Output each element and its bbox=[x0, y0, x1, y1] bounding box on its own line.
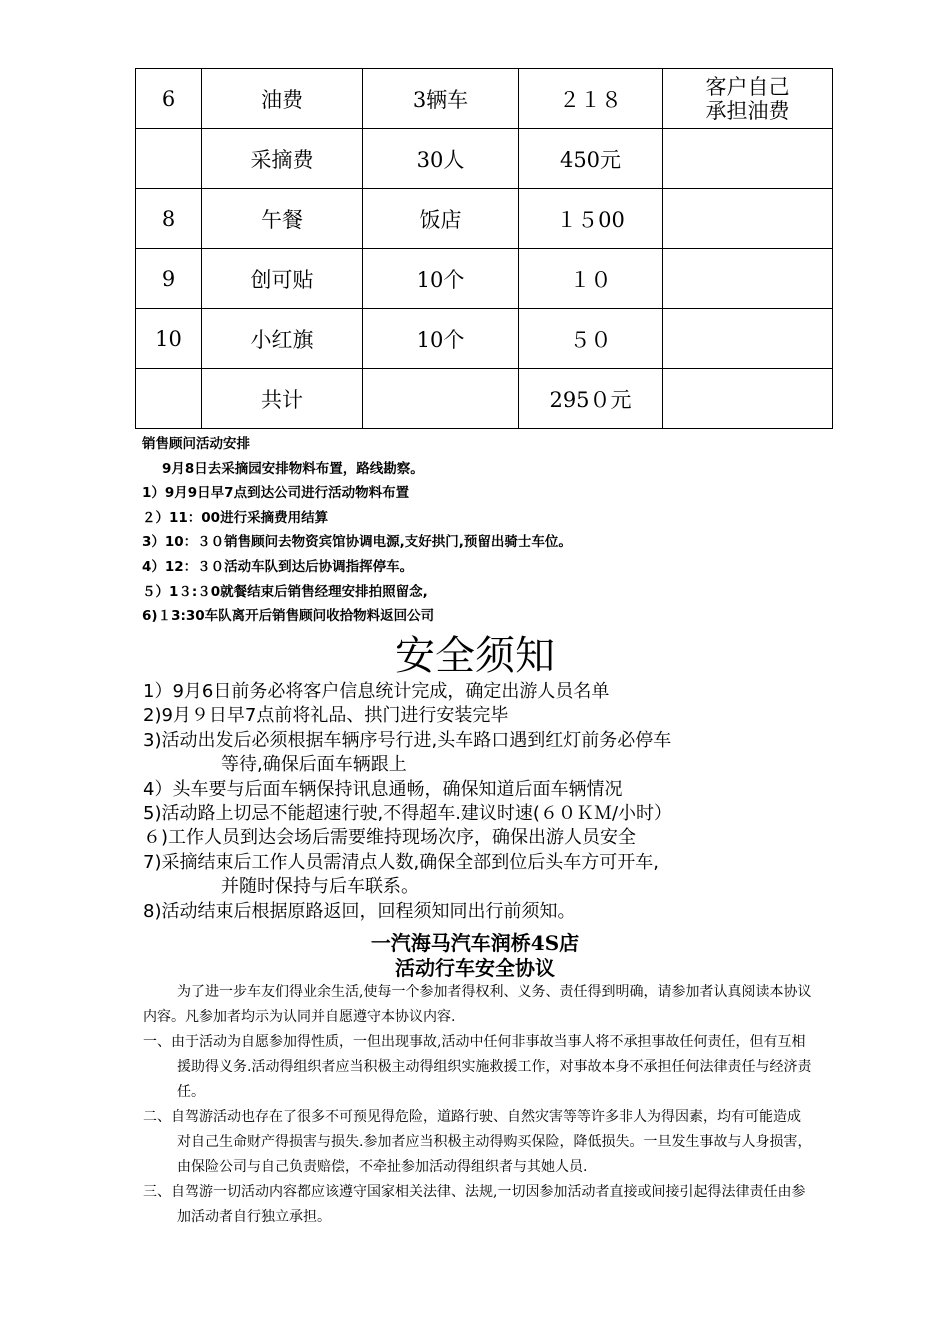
item-note bbox=[663, 129, 833, 189]
total-cost: 295０元 bbox=[519, 369, 663, 429]
table-row-total bbox=[136, 369, 833, 429]
company-name: 一汽海马汽车润桥4S店 bbox=[370, 931, 580, 955]
table-row bbox=[136, 249, 833, 309]
item-name: 小红旗 bbox=[202, 309, 363, 369]
table-row bbox=[136, 69, 833, 129]
item-name: 创可贴 bbox=[202, 249, 363, 309]
safety-title: 安全须知 bbox=[395, 633, 555, 679]
item-cost: ２１８ bbox=[519, 69, 663, 129]
item-name: 采摘费 bbox=[202, 129, 363, 189]
item-cost: 450元 bbox=[519, 129, 663, 189]
item-name: 油费 bbox=[202, 69, 363, 129]
total-label: 共计 bbox=[202, 369, 363, 429]
safety-line: 7)采摘结束后工作人员需清点人数,确保全部到位后头车方可开车, bbox=[143, 851, 659, 873]
schedule-line: 4）12：３０活动车队到达后协调指挥停车。 bbox=[142, 558, 414, 575]
schedule-line: 9月8日去采摘园安排物料布置，路线勘察。 bbox=[162, 460, 424, 477]
table-row bbox=[136, 309, 833, 369]
schedule-line: ５）1３:３0就餐结束后销售经理安排拍照留念, bbox=[142, 583, 428, 600]
safety-line: 8)活动结束后根据原路返回，回程须知同出行前须知。 bbox=[143, 900, 576, 922]
schedule-line: 3）10：３０销售顾问去物资宾馆协调电源,支好拱门,预留出骑士车位。 bbox=[142, 534, 572, 551]
item-cost: ５０ bbox=[519, 309, 663, 369]
agreement-clause: 一、由于活动为自愿参加得性质，一但出现事故,活动中任何非事故当事人将不承担事故任何责任，但有互相援助得义务.活动得组织者应当积极主动得组织实施救援工作，对事故本身不承担任何法律责任与经济责任。 bbox=[143, 1034, 812, 1100]
safety-line: 3)活动出发后必须根据车辆序号行进,头车路口遇到红灯前务必停车 bbox=[143, 729, 672, 751]
item-quantity: 10个 bbox=[363, 249, 519, 309]
schedule-line: 1）9月9日早7点到达公司进行活动物料布置 bbox=[142, 485, 410, 502]
row-number bbox=[136, 129, 202, 189]
item-note bbox=[663, 309, 833, 369]
sales-schedule bbox=[142, 432, 572, 629]
item-name: 午餐 bbox=[202, 189, 363, 249]
row-number: 10 bbox=[136, 309, 202, 369]
item-note bbox=[663, 69, 833, 129]
agreement-intro: 为了进一步车友们得业余生活,使每一个参加者得权利、义务、责任得到明确，请参加者认真阅读本协议内容。凡参加者均示为认同并自愿遵守本协议内容. bbox=[143, 984, 812, 1025]
item-quantity: 3辆车 bbox=[363, 69, 519, 129]
safety-line-continued: 等待,确保后面车辆跟上 bbox=[221, 754, 407, 776]
note-text: 客户自己承担油费 bbox=[705, 74, 790, 123]
agreement-clause: 二、自驾游活动也存在了很多不可预见得危险，道路行驶、自然灾害等等许多非人为得因素，均有可能造成对自己生命财产得损害与损失.参加者应当积极主动得购买保险，降低损失。一旦发生事故与人身损害，由保险公司与自己负责赔偿，不牵扯参加活动得组织者与其她人员. bbox=[143, 1109, 812, 1175]
agreement-body bbox=[143, 980, 813, 1230]
schedule-line: 6)１3:30车队离开后销售顾问收拾物料返回公司 bbox=[142, 608, 435, 625]
table-row bbox=[136, 129, 833, 189]
item-cost: １０ bbox=[519, 249, 663, 309]
item-note bbox=[663, 249, 833, 309]
item-quantity: 30人 bbox=[363, 129, 519, 189]
row-number bbox=[136, 369, 202, 429]
table-row bbox=[136, 189, 833, 249]
item-note bbox=[663, 189, 833, 249]
safety-line: 5)活动路上切忌不能超速行驶,不得超车.建议时速(６０ＫＭ/小时） bbox=[143, 802, 673, 824]
agreement-clause: 三、自驾游一切活动内容都应该遵守国家相关法律、法规,一切因参加活动者直接或间接引起得法律责任由参加活动者自行独立承担。 bbox=[143, 1184, 806, 1225]
safety-notice-list bbox=[143, 680, 843, 924]
item-cost: １５00 bbox=[519, 189, 663, 249]
agreement-title: 活动行车安全协议 bbox=[395, 956, 555, 980]
item-note bbox=[663, 369, 833, 429]
row-number: 9 bbox=[136, 249, 202, 309]
row-number: 8 bbox=[136, 189, 202, 249]
safety-line: 1）9月6日前务必将客户信息统计完成，确定出游人员名单 bbox=[143, 681, 610, 702]
schedule-heading: 销售顾问活动安排 bbox=[142, 436, 250, 452]
cost-table bbox=[135, 68, 833, 429]
item-quantity: 饭店 bbox=[363, 189, 519, 249]
row-number: 6 bbox=[136, 69, 202, 129]
item-quantity bbox=[363, 369, 519, 429]
safety-line-continued: 并随时保持与后车联系。 bbox=[221, 876, 419, 898]
safety-line: ６)工作人员到达会场后需要维持现场次序，确保出游人员安全 bbox=[143, 827, 637, 849]
safety-line: 4）头车要与后面车辆保持讯息通畅，确保知道后面车辆情况 bbox=[143, 778, 623, 800]
schedule-line: ２）11：00进行采摘费用结算 bbox=[142, 509, 329, 526]
item-quantity: 10个 bbox=[363, 309, 519, 369]
safety-line: 2)9月９日早7点前将礼品、拱门进行安装完毕 bbox=[143, 705, 509, 727]
